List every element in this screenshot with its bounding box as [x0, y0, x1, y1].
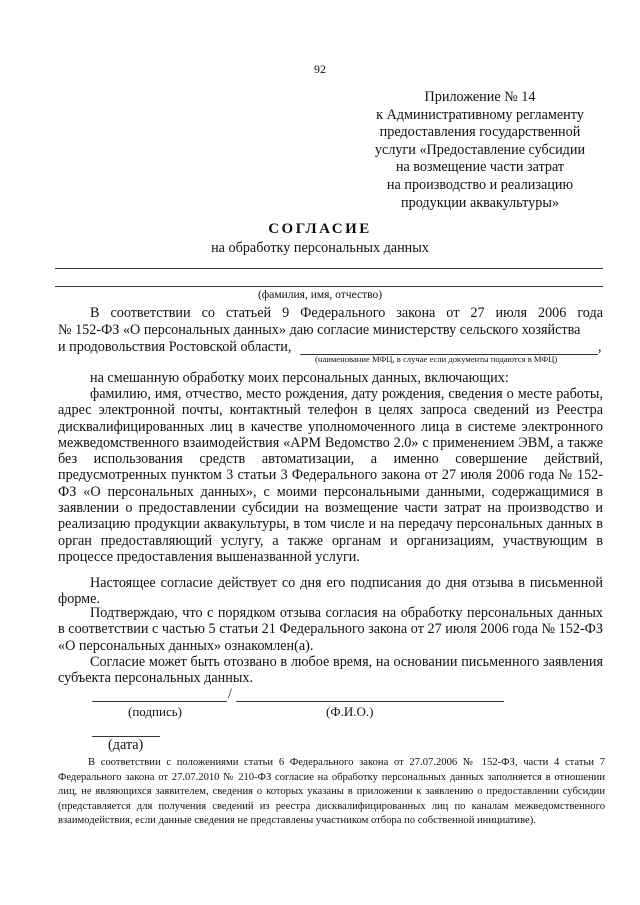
- appendix-header: [330, 89, 630, 212]
- fio-caption: (фамилия, имя, отчество): [257, 289, 383, 301]
- processing-line: на смешанную обработку моих персональных данных, включающих:: [90, 370, 509, 386]
- document-title: СОГЛАСИЕ: [268, 221, 372, 237]
- consent-intro-comma: ,: [598, 339, 602, 355]
- appendix-line: предоставления государственной: [379, 124, 581, 141]
- confirm-paragraph: Подтверждаю, что с порядком отзыва согласия на обработку персональных данных в соответствии с частью 5 статьи 21 Федерального закона от 27 июля 2006 года № 152-ФЗ «О персональных данных» ознакомлен(а).: [58, 605, 603, 654]
- appendix-line: к Административному регламенту: [376, 106, 584, 123]
- consent-intro-line-3: и продовольствия Ростовской области,: [58, 339, 292, 355]
- consent-intro-line-1: [58, 305, 603, 321]
- revoke-paragraph: Согласие может быть отозвано в любое время, на основании письменного заявления субъекта персональных данных.: [58, 654, 603, 687]
- fio-blank-line-2: [55, 286, 603, 287]
- signature-separator: /: [228, 686, 232, 702]
- consent-intro-line-2: № 152-ФЗ «О персональных данных» даю согласие министерству сельского хозяйства: [58, 322, 581, 338]
- signature-line: [92, 701, 227, 702]
- personal-data-paragraph: фамилию, имя, отчество, место рождения, дату рождения, сведения о месте работы, адрес электронной почты, контактный телефон в целях запроса сведений из Реестра дисквалифицированных лиц в качестве уполномоченного лица в системе электронного межведомственного взаимодействия «АРМ Ведомство 2.0» с применением ЭВМ, а также без использования средств автоматизации, а именно совершение действий, предусмотренных пунктом 3 статьи 3 Федерального закона от 27 июля 2006 года № 152-ФЗ «О персональных данных», с моими персональными данными, содержащимися в заявлении о предоставлении субсидии на возмещение части затрат на производство и реализацию продукции аквакультуры, в том числе и на передачу персональных данных в орган предоставляющий услугу, а также органам и организациям, участвующим в процессе предоставления вышеназванной услуги.: [58, 386, 603, 565]
- validity-paragraph: Настоящее согласие действует со дня его подписания до дня отзыва в письменной форме.: [58, 575, 603, 608]
- footnote: В соответствии с положениями статьи 6 Федерального закона от 27.07.2006 № 152-ФЗ, части 4 статьи 7 Федерального закона от 27.07.2010 № 210-ФЗ согласие на обработку персональных данных заполняется в отношении лиц, не являющихся заявителем, сведения о которых указаны в приложении к заявлению о предоставлении субсидии (представляется для получения сведений из реестра дисквалифицированных лиц по каналам межведомственного взаимодействия, если данные сведения не представлены участником отбора по собственной инициативе).: [58, 757, 605, 827]
- appendix-line: на возмещение части затрат: [395, 159, 565, 176]
- signature-caption: (подпись): [128, 704, 182, 719]
- appendix-line: Приложение № 14: [424, 89, 536, 105]
- mfc-caption: (наименование МФЦ, в случае если документы подаются в МФЦ): [315, 354, 558, 364]
- date-caption: (дата): [108, 737, 144, 753]
- appendix-line: услуги «Предоставление субсидии: [374, 141, 586, 158]
- full-name-line: [236, 701, 504, 702]
- fio-blank-line-1: [55, 268, 603, 269]
- full-name-caption: (Ф.И.О.): [326, 704, 374, 719]
- appendix-line: на производство и реализацию: [386, 176, 574, 193]
- page-number: 92: [314, 62, 326, 76]
- consent-intro-text: В соответствии со статьей 9 Федерального закона от 27 июля 2006 года: [90, 305, 603, 321]
- document-subtitle: на обработку персональных данных: [211, 240, 429, 256]
- appendix-line: продукции аквакультуры»: [401, 194, 559, 211]
